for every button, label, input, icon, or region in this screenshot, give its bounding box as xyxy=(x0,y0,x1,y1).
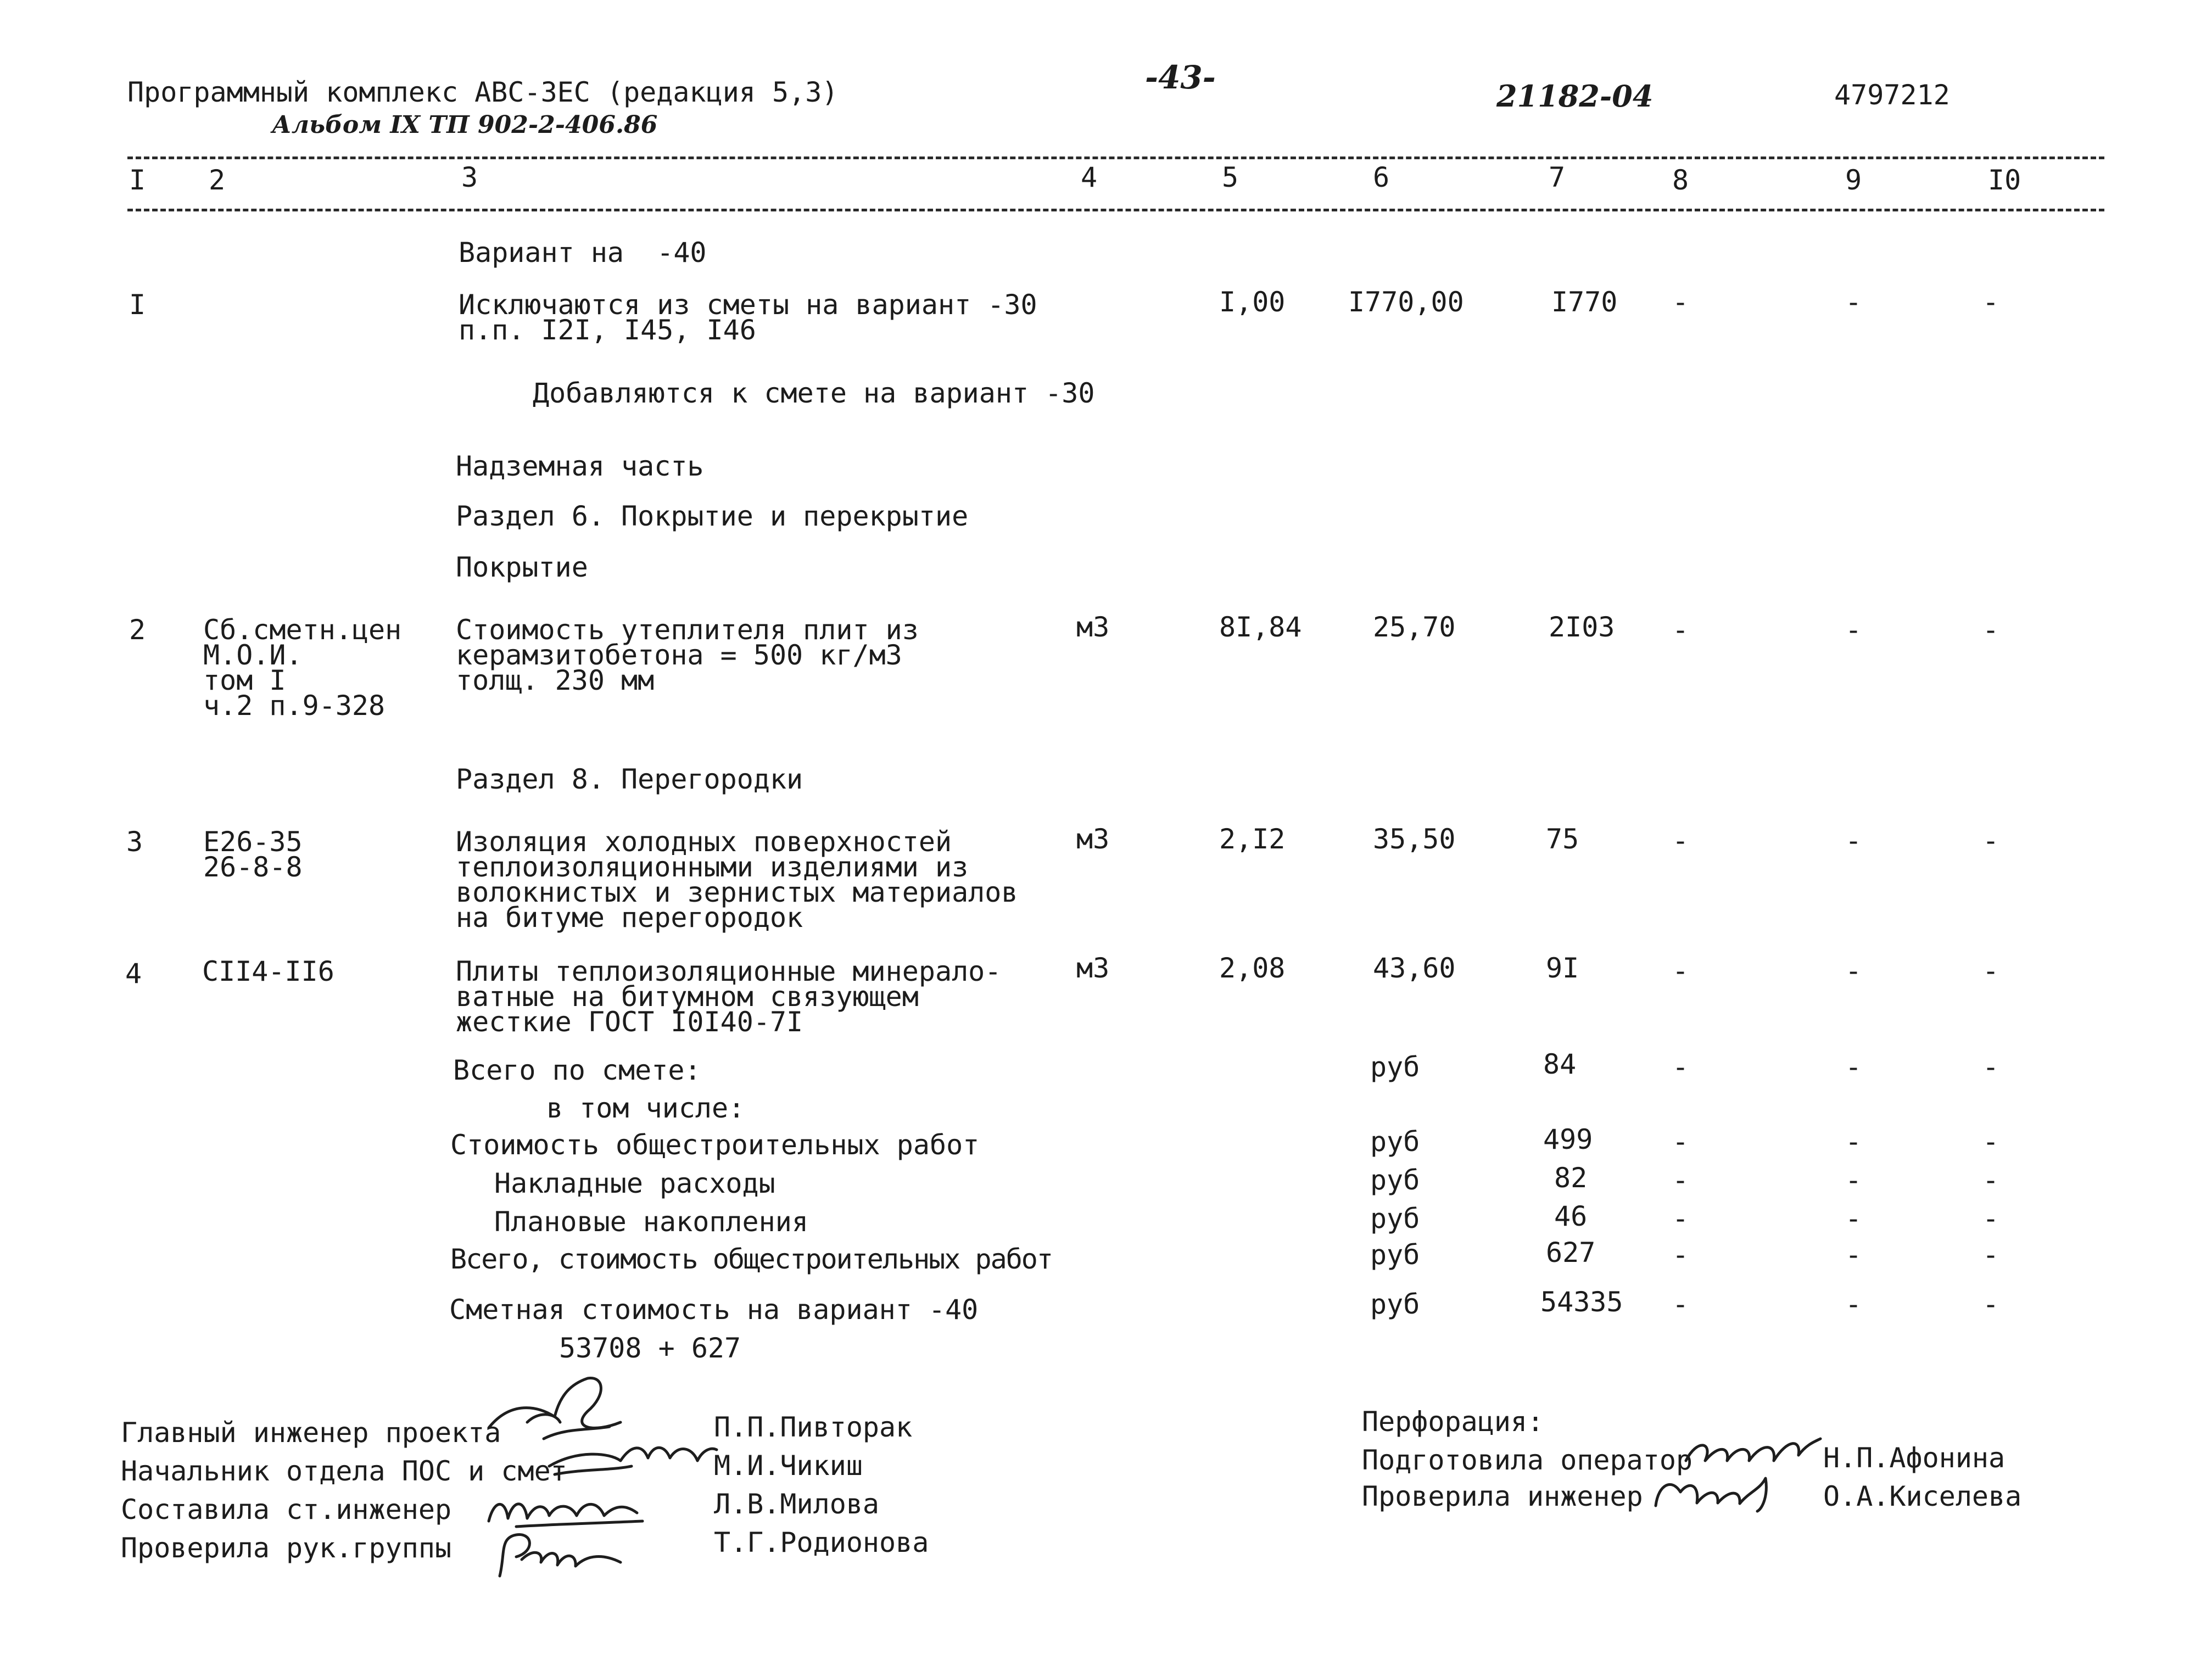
row1-total: I770 xyxy=(1551,286,1618,318)
col-header-9: 9 xyxy=(1845,164,1862,196)
row2-desc: Стоимость утеплителя плит из керамзитобетона = 500 кг/м3 толщ. 230 мм xyxy=(456,614,919,696)
summary-alltotal-label: Всего, стоимость общестроительных работ xyxy=(450,1243,1052,1275)
summary-general-col10: - xyxy=(1982,1126,1999,1158)
row3-total: 75 xyxy=(1546,823,1579,855)
col-header-8: 8 xyxy=(1672,164,1689,196)
summary-total-col10: - xyxy=(1982,1051,1999,1083)
row4-qty: 2,08 xyxy=(1219,952,1286,984)
summary-general-label: Стоимость общестроительных работ xyxy=(450,1129,980,1161)
summary-overhead-col8: - xyxy=(1672,1164,1689,1196)
row2-price: 25,70 xyxy=(1373,611,1456,643)
signature-checker xyxy=(1647,1467,1779,1517)
row2-col9: - xyxy=(1845,614,1862,646)
sign-role-dept-head: Начальник отдела ПОС и смет xyxy=(121,1455,567,1487)
col-header-4: 4 xyxy=(1081,161,1098,193)
sign-role-operator: Подготовила оператор xyxy=(1362,1444,1693,1476)
row4-col9: - xyxy=(1845,955,1862,987)
col-header-3: 3 xyxy=(461,161,478,193)
summary-including-label: в том числе: xyxy=(546,1092,745,1124)
summary-alltotal-col10: - xyxy=(1982,1239,1999,1271)
col-header-6: 6 xyxy=(1373,161,1390,193)
col-header-7: 7 xyxy=(1549,161,1566,193)
row3-col9: - xyxy=(1845,825,1862,857)
summary-overhead-unit: руб xyxy=(1370,1164,1420,1196)
row2-col8: - xyxy=(1672,614,1689,646)
row3-price: 35,50 xyxy=(1373,823,1456,855)
row3-desc: Изоляция холодных поверхностей теплоизоляционными изделиями из волокнистых и зернистых материалов на битуме перегородок xyxy=(456,826,1018,934)
variant-title: Вариант на -40 xyxy=(459,237,707,269)
summary-planned-col9: - xyxy=(1845,1203,1862,1234)
row2-code: Сб.сметн.цен М.О.И. том I ч.2 п.9-328 xyxy=(203,614,402,722)
col-header-10: I0 xyxy=(1988,164,2021,196)
sign-role-chief-engineer: Главный инженер проекта xyxy=(121,1417,501,1449)
signature-checked-group xyxy=(483,1521,637,1582)
summary-estimate-unit: руб xyxy=(1370,1288,1420,1320)
summary-overhead-col10: - xyxy=(1982,1164,1999,1196)
row4-num: 4 xyxy=(125,958,142,990)
row4-col8: - xyxy=(1672,955,1689,987)
signature-dept-head xyxy=(544,1428,719,1488)
summary-overhead-value: 82 xyxy=(1554,1162,1588,1194)
doc-code: 21182-04 xyxy=(1496,79,1654,114)
album-handwritten: Альбом IX ТП 902-2-406.86 xyxy=(272,111,658,139)
row1-desc: Исключаются из сметы на вариант -30 п.п. I2I, I45, I46 xyxy=(459,289,1037,346)
calc-formula: 53708 + 627 xyxy=(559,1332,741,1364)
row4-unit: м3 xyxy=(1076,952,1110,984)
row4-total: 9I xyxy=(1546,952,1579,984)
summary-overhead-col9: - xyxy=(1845,1164,1862,1196)
row1-num: I xyxy=(129,289,146,321)
section8-title: Раздел 8. Перегородки xyxy=(456,763,803,795)
summary-general-value: 499 xyxy=(1543,1124,1593,1155)
sign-role-checker: Проверила инженер xyxy=(1362,1480,1643,1512)
doc-number: 4797212 xyxy=(1834,79,1950,111)
summary-planned-unit: руб xyxy=(1370,1203,1420,1234)
added-title: Добавляются к смете на вариант -30 xyxy=(533,377,1095,409)
cover-title: Покрытие xyxy=(456,551,588,583)
row3-col8: - xyxy=(1672,825,1689,857)
row2-qty: 8I,84 xyxy=(1219,611,1302,643)
summary-estimate-col9: - xyxy=(1845,1288,1862,1320)
row4-desc: Плиты теплоизоляционные минерало- ватные на битумном связующем жесткие ГОСТ I0I40-7I xyxy=(456,955,1002,1038)
row1-qty: I,00 xyxy=(1219,286,1286,318)
row4-code: СII4-II6 xyxy=(202,955,334,987)
summary-general-unit: руб xyxy=(1370,1126,1420,1158)
row1-col8: - xyxy=(1672,286,1689,318)
summary-planned-col10: - xyxy=(1982,1203,1999,1234)
summary-general-col8: - xyxy=(1672,1126,1689,1158)
row3-col10: - xyxy=(1982,825,1999,857)
row1-price: I770,00 xyxy=(1348,286,1464,318)
sign-name-checked-group: Т.Г.Родионова xyxy=(714,1527,929,1558)
summary-total-label: Всего по смете: xyxy=(453,1054,701,1086)
row2-unit: м3 xyxy=(1076,611,1110,643)
summary-overhead-label: Накладные расходы xyxy=(494,1167,775,1199)
col-header-1: I xyxy=(129,164,146,196)
row1-col9: - xyxy=(1845,286,1862,318)
sign-name-compiled: Л.В.Милова xyxy=(714,1488,880,1520)
summary-planned-value: 46 xyxy=(1554,1200,1588,1232)
row4-col10: - xyxy=(1982,955,1999,987)
summary-estimate-value: 54335 xyxy=(1540,1286,1623,1318)
summary-total-col9: - xyxy=(1845,1051,1862,1083)
summary-estimate-label: Сметная стоимость на вариант -40 xyxy=(449,1294,979,1326)
summary-planned-col8: - xyxy=(1672,1203,1689,1234)
summary-total-col8: - xyxy=(1672,1051,1689,1083)
row3-num: 3 xyxy=(126,826,143,858)
summary-alltotal-unit: руб xyxy=(1370,1239,1420,1271)
sign-role-checked-group: Проверила рук.группы xyxy=(121,1532,452,1564)
program-header: Программный комплекс АВС-3ЕС (редакция 5,3) xyxy=(127,76,839,108)
page-number: -43- xyxy=(1145,59,1216,96)
sign-name-operator: Н.П.Афонина xyxy=(1823,1442,2006,1474)
summary-alltotal-col9: - xyxy=(1845,1239,1862,1271)
row2-num: 2 xyxy=(129,614,146,646)
summary-total-unit: руб xyxy=(1370,1051,1420,1083)
section6-title: Раздел 6. Покрытие и перекрытие xyxy=(456,500,969,532)
summary-alltotal-value: 627 xyxy=(1546,1237,1596,1269)
summary-estimate-col10: - xyxy=(1982,1288,1999,1320)
row3-qty: 2,I2 xyxy=(1219,823,1286,855)
sign-role-compiled: Составила ст.инженер xyxy=(121,1494,452,1526)
perforation-title: Перфорация: xyxy=(1362,1406,1544,1438)
summary-alltotal-col8: - xyxy=(1672,1239,1689,1271)
row1-col10: - xyxy=(1982,286,1999,318)
sign-name-dept-head: М.И.Чикиш xyxy=(714,1450,863,1482)
sign-name-chief-engineer: П.П.Пивторак xyxy=(714,1411,913,1443)
summary-general-col9: - xyxy=(1845,1126,1862,1158)
summary-estimate-col8: - xyxy=(1672,1288,1689,1320)
table-top-rule xyxy=(127,157,2104,159)
row2-total: 2I03 xyxy=(1549,611,1615,643)
row2-col10: - xyxy=(1982,614,1999,646)
summary-planned-label: Плановые накопления xyxy=(494,1206,808,1238)
above-ground-title: Надземная часть xyxy=(456,450,704,482)
summary-total-value: 84 xyxy=(1543,1048,1577,1080)
col-header-5: 5 xyxy=(1222,161,1239,193)
row3-code: Е26-35 26-8-8 xyxy=(203,826,303,883)
col-header-2: 2 xyxy=(209,164,226,196)
sign-name-checker: О.А.Киселева xyxy=(1823,1480,2022,1512)
row4-price: 43,60 xyxy=(1373,952,1456,984)
table-header-rule xyxy=(127,209,2104,211)
row3-unit: м3 xyxy=(1076,823,1110,855)
